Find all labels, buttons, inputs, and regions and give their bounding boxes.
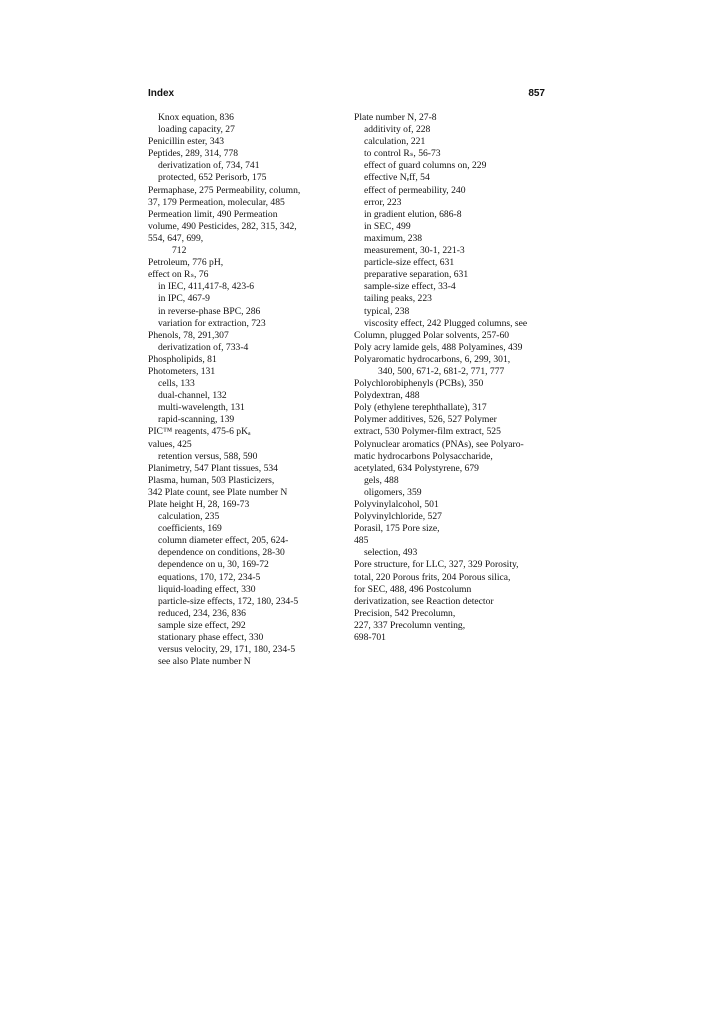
index-entry: dual-channel, 132: [158, 390, 227, 402]
index-entry: Peptides, 289, 314, 778: [148, 148, 239, 160]
index-entry: Poly acry lamide gels, 488 Polyamines, 439: [354, 341, 523, 353]
index-entry: error, 223: [364, 196, 402, 208]
index-entry: Polyvinylalcohol, 501: [354, 499, 439, 510]
index-entry: column diameter effect, 205, 624-: [158, 535, 289, 547]
index-entry: Plate height H, 28, 169-73: [148, 499, 250, 510]
index-entry: additivity of, 228: [364, 124, 431, 136]
index-entry: 342 Plate count, see Plate number N: [148, 486, 288, 498]
index-entry: Phospholipids, 81: [148, 353, 217, 365]
index-entry: retention versus, 588, 590: [158, 450, 258, 462]
index-entry: 37, 179 Permeation, molecular, 485: [148, 196, 285, 208]
index-column-right: [354, 112, 549, 644]
index-entry: 340, 500, 671-2, 681-2, 771, 777: [378, 365, 505, 377]
index-entry: tailing peaks, 223: [364, 293, 432, 305]
index-entry: see also Plate number N: [158, 656, 251, 668]
index-entry: sample size effect, 292: [158, 619, 246, 631]
index-entry: typical, 238: [364, 305, 410, 317]
index-entry: selection, 493: [364, 547, 418, 559]
index-entry: Poly (ethylene terephthallate), 317: [354, 402, 487, 414]
index-entry: Petroleum, 776 pH,: [148, 257, 224, 269]
index-entry: in reverse-phase BPC, 286: [158, 305, 261, 317]
index-entry: dependence on conditions, 28-30: [158, 547, 285, 559]
index-entry: preparative separation, 631: [364, 269, 469, 281]
index-entry: particle-size effect, 631: [364, 257, 455, 269]
index-entry: for SEC, 488, 496 Postcolumn: [354, 583, 472, 595]
running-head-section: Index: [148, 88, 175, 99]
index-entry: multi-wavelength, 131: [158, 402, 245, 414]
index-entry: values, 425: [148, 438, 192, 450]
index-entry: maximum, 238: [364, 232, 423, 244]
index-entry: equations, 170, 172, 234-5: [158, 571, 261, 583]
index-entry: to control Rₛ, 56-73: [364, 148, 441, 160]
index-entry: calculation, 235: [158, 511, 220, 523]
index-entry: Column, plugged Polar solvents, 257-60: [354, 329, 510, 341]
index-entry: variation for extraction, 723: [158, 317, 266, 329]
index-entry: Plate number N, 27-8: [354, 112, 437, 123]
index-entry: Pore structure, for LLC, 327, 329 Porosity,: [354, 559, 519, 571]
index-entry: 227, 337 Precolumn venting,: [354, 619, 466, 631]
index-entry: Polydextran, 488: [354, 390, 420, 402]
index-entry: measurement, 30-1, 221-3: [364, 245, 465, 257]
index-entry: dependence on u, 30, 169-72: [158, 559, 269, 571]
index-entry: in SEC, 499: [364, 220, 411, 232]
index-entry: 698-701: [354, 632, 386, 644]
index-entry: volume, 490 Pesticides, 282, 315, 342,: [148, 220, 297, 232]
index-entry: derivatization of, 734, 741: [158, 160, 260, 172]
index-entry: in gradient elution, 686-8: [364, 208, 462, 220]
index-entry: derivatization of, 733-4: [158, 341, 249, 353]
index-entry: rapid-scanning, 139: [158, 414, 235, 426]
index-entry: coefficients, 169: [158, 523, 222, 535]
index-entry: in IPC, 467-9: [158, 293, 210, 305]
index-entry: in IEC, 411,417-8, 423-6: [158, 281, 255, 293]
index-entry: Precision, 542 Precolumn,: [354, 607, 456, 619]
index-entry: effect of permeability, 240: [364, 184, 466, 196]
index-entry: sample-size effect, 33-4: [364, 281, 456, 293]
index-entry: protected, 652 Perisorb, 175: [158, 172, 267, 184]
index-entry: 554, 647, 699,: [148, 232, 204, 244]
index-entry: acetylated, 634 Polystyrene, 679: [354, 462, 479, 474]
index-entry: Penicillin ester, 343: [148, 136, 225, 148]
index-entry: Polychlorobiphenyls (PCBs), 350: [354, 378, 484, 390]
index-entry: total, 220 Porous frits, 204 Porous silica,: [354, 571, 511, 583]
index-entry: viscosity effect, 242 Plugged columns, see: [364, 317, 528, 329]
index-entry: gels, 488: [364, 474, 399, 486]
index-entry: effect on Rₛ, 76: [148, 269, 209, 281]
index-entry: versus velocity, 29, 171, 180, 234-5: [158, 644, 296, 656]
index-entry: derivatization, see Reaction detector: [354, 595, 494, 607]
index-entry: stationary phase effect, 330: [158, 632, 264, 644]
index-entry: extract, 530 Polymer-film extract, 525: [354, 426, 501, 438]
index-entry: loading capacity, 27: [158, 124, 235, 136]
index-entry: Knox equation, 836: [158, 112, 234, 123]
index-entry: Permeation limit, 490 Permeation: [148, 208, 278, 220]
index-entry: Polyvinylchloride, 527: [354, 511, 442, 523]
index-entry: Photometers, 131: [148, 365, 216, 377]
index-entry: matic hydrocarbons Polysaccharide,: [354, 450, 493, 462]
page-header: [148, 88, 545, 102]
index-entry: reduced, 234, 236, 836: [158, 607, 246, 619]
index-entry: Permaphase, 275 Permeability, column,: [148, 184, 301, 196]
index-entry: calculation, 221: [364, 136, 426, 148]
index-entry: PIC™ reagents, 475-6 pKₐ: [148, 426, 251, 438]
index-entry: liquid-loading effect, 330: [158, 583, 256, 595]
index-column-left: [148, 112, 328, 668]
index-entry: effect of guard columns on, 229: [364, 160, 487, 172]
index-entry: effective Nₑff, 54: [364, 172, 430, 184]
index-entry: Polyaromatic hydrocarbons, 6, 299, 301,: [354, 353, 511, 365]
index-entry: 712: [172, 245, 187, 257]
page-number: 857: [528, 88, 545, 99]
index-entry: cells, 133: [158, 378, 195, 390]
index-entry: Plasma, human, 503 Plasticizers,: [148, 474, 275, 486]
index-entry: 485: [354, 535, 369, 547]
index-entry: Polynuclear aromatics (PNAs), see Polyaro-: [354, 438, 524, 450]
index-entry: Polymer additives, 526, 527 Polymer: [354, 414, 497, 426]
index-entry: Phenols, 78, 291,307: [148, 329, 229, 341]
index-entry: oligomers, 359: [364, 486, 422, 498]
index-entry: Porasil, 175 Pore size,: [354, 523, 440, 535]
index-entry: particle-size effects, 172, 180, 234-5: [158, 595, 299, 607]
index-entry: Planimetry, 547 Plant tissues, 534: [148, 462, 278, 474]
